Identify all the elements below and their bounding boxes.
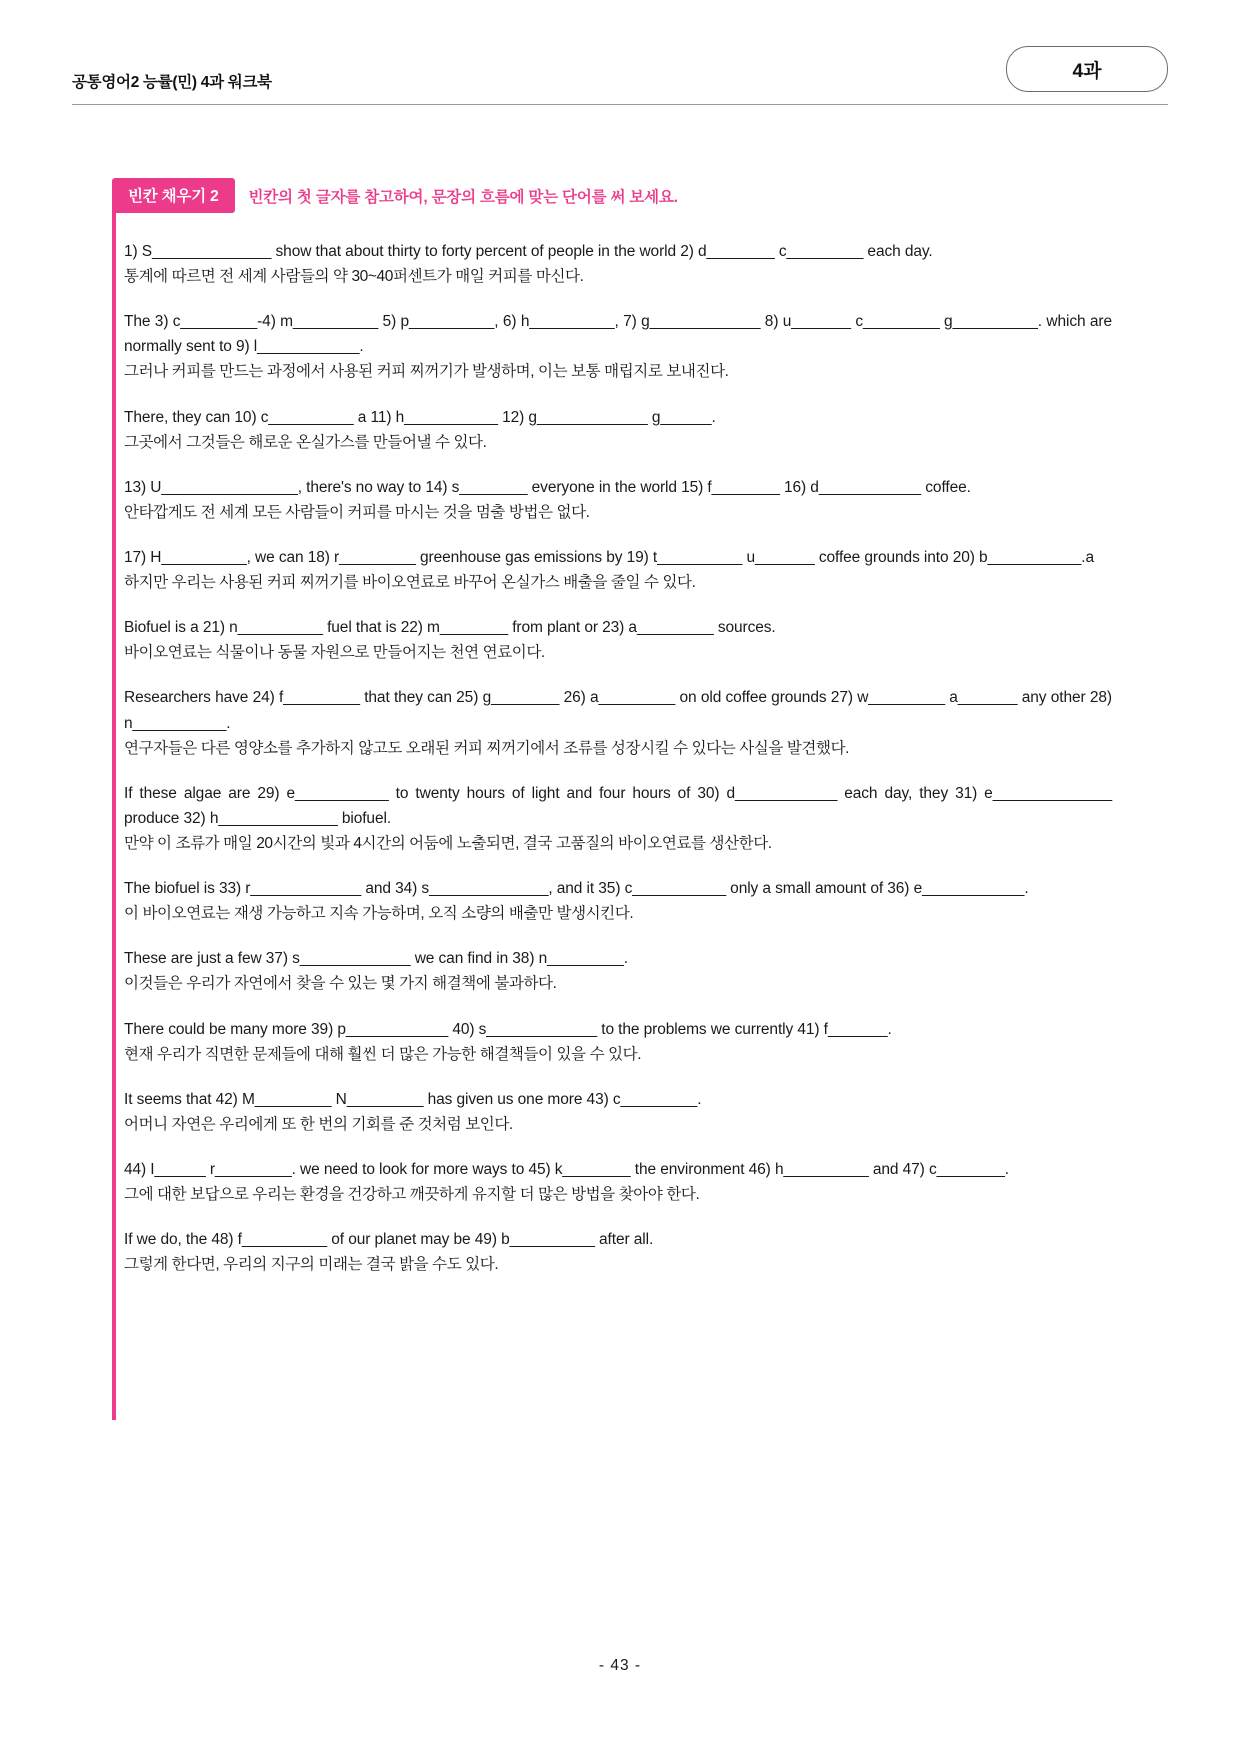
question-korean: 그곳에서 그것들은 해로운 온실가스를 만들어낼 수 있다.: [124, 433, 487, 451]
question-item: [124, 1087, 1112, 1137]
question-item: [124, 876, 1112, 926]
accent-rail: [112, 195, 116, 1420]
workbook-title: 공통영어2 능률(민) 4과 워크북: [72, 74, 272, 91]
question-item: [124, 1227, 1112, 1277]
question-english: The biofuel is 33) r_____________ and 34) s______________, and it 35) c___________ only a small amount of 36) e____________.: [124, 880, 1029, 898]
question-english: There, they can 10) c__________ a 11) h___________ 12) g_____________ g______.: [124, 408, 716, 426]
question-korean: 바이오연료는 식물이나 동물 자원으로 만들어지는 천연 연료이다.: [124, 644, 545, 662]
question-english: If these algae are 29) e___________ to twenty hours of light and four hours of 30) d____________ each day, they 31) e______________ produce 32) h______________ biofuel.: [124, 784, 1112, 827]
question-item: [124, 615, 1112, 665]
question-item: [124, 1017, 1112, 1067]
question-english: Biofuel is a 21) n__________ fuel that is 22) m________ from plant or 23) a_________ sources.: [124, 619, 776, 637]
question-english: It seems that 42) M_________ N_________ has given us one more 43) c_________.: [124, 1090, 702, 1108]
question-korean: 연구자들은 다른 영양소를 추가하지 않고도 오래된 커피 찌꺼기에서 조류를 성장시킬 수 있다는 사실을 발견했다.: [124, 739, 850, 757]
question-english: 1) S______________ show that about thirty to forty percent of people in the world 2) d________ c_________ each day.: [124, 243, 933, 260]
question-korean: 그렇게 한다면, 우리의 지구의 미래는 결국 밝을 수도 있다.: [124, 1256, 499, 1274]
question-korean: 하지만 우리는 사용된 커피 찌꺼기를 바이오연료로 바꾸어 온실가스 배출을 줄일 수 있다.: [124, 574, 696, 592]
question-item: [124, 1157, 1112, 1207]
question-english: There could be many more 39) p____________ 40) s_____________ to the problems we currently 41) f_______.: [124, 1020, 892, 1038]
section-tag: 빈칸 채우기 2: [112, 178, 235, 213]
section-instruction: 빈칸의 첫 글자를 참고하여, 문장의 흐름에 맞는 단어를 써 보세요.: [248, 188, 678, 206]
question-korean: 그러나 커피를 만드는 과정에서 사용된 커피 찌꺼기가 발생하며, 이는 보통 매립지로 보내진다.: [124, 363, 729, 381]
question-item: [124, 239, 1112, 289]
question-item: [124, 781, 1112, 856]
header-divider: [72, 104, 1168, 105]
question-english: These are just a few 37) s_____________ we can find in 38) n_________.: [124, 950, 629, 968]
question-item: [124, 405, 1112, 455]
question-korean: 현재 우리가 직면한 문제들에 대해 훨씬 더 많은 가능한 해결책들이 있을 수 있다.: [124, 1045, 642, 1063]
question-korean: 만약 이 조류가 매일 20시간의 빛과 4시간의 어둠에 노출되면, 결국 고품질의 바이오연료를 생산한다.: [124, 834, 772, 852]
question-item: [124, 685, 1112, 760]
question-item: [124, 545, 1112, 595]
question-english: 17) H__________, we can 18) r_________ greenhouse gas emissions by 19) t__________ u_______ coffee grounds into 20) b___________.a: [124, 548, 1095, 566]
question-korean: 이 바이오연료는 재생 가능하고 지속 가능하며, 오직 소량의 배출만 발생시킨다.: [124, 905, 634, 923]
worksheet-content: [112, 178, 1112, 1297]
question-item: [124, 475, 1112, 525]
lesson-badge: 4과: [1006, 46, 1168, 92]
question-english: The 3) c_________-4) m__________ 5) p__________, 6) h__________, 7) g_____________ 8) u_______ c_________ g__________. which are normally sent to 9) l____________.: [124, 313, 1112, 356]
page-number: - 43 -: [598, 1657, 642, 1674]
question-english: Researchers have 24) f_________ that they can 25) g________ 26) a_________ on old coffee grounds 27) w_________ a_______ any other 28) n___________.: [124, 689, 1112, 732]
question-item: [124, 309, 1112, 384]
question-english: 13) U________________, there's no way to 14) s________ everyone in the world 15) f________ 16) d____________ coffee.: [124, 478, 971, 496]
section-header: [112, 178, 1112, 213]
page-header: [72, 48, 1168, 104]
question-korean: 안타깝게도 전 세계 모든 사람들이 커피를 마시는 것을 멈출 방법은 없다.: [124, 503, 590, 521]
question-korean: 어머니 자연은 우리에게 또 한 번의 기회를 준 것처럼 보인다.: [124, 1115, 513, 1133]
question-english: If we do, the 48) f__________ of our planet may be 49) b__________ after all.: [124, 1231, 654, 1249]
questions-body: [112, 239, 1112, 1277]
question-english: 44) I______ r_________. we need to look for more ways to 45) k________ the environment 46) h__________ and 47) c________.: [124, 1160, 1009, 1178]
question-item: [124, 946, 1112, 996]
question-korean: 이것들은 우리가 자연에서 찾을 수 있는 몇 가지 해결책에 불과하다.: [124, 975, 557, 993]
question-korean: 그에 대한 보답으로 우리는 환경을 건강하고 깨끗하게 유지할 더 많은 방법을 찾아야 한다.: [124, 1186, 700, 1204]
question-korean: 통계에 따르면 전 세계 사람들의 약 30~40퍼센트가 매일 커피를 마신다.: [124, 268, 584, 286]
